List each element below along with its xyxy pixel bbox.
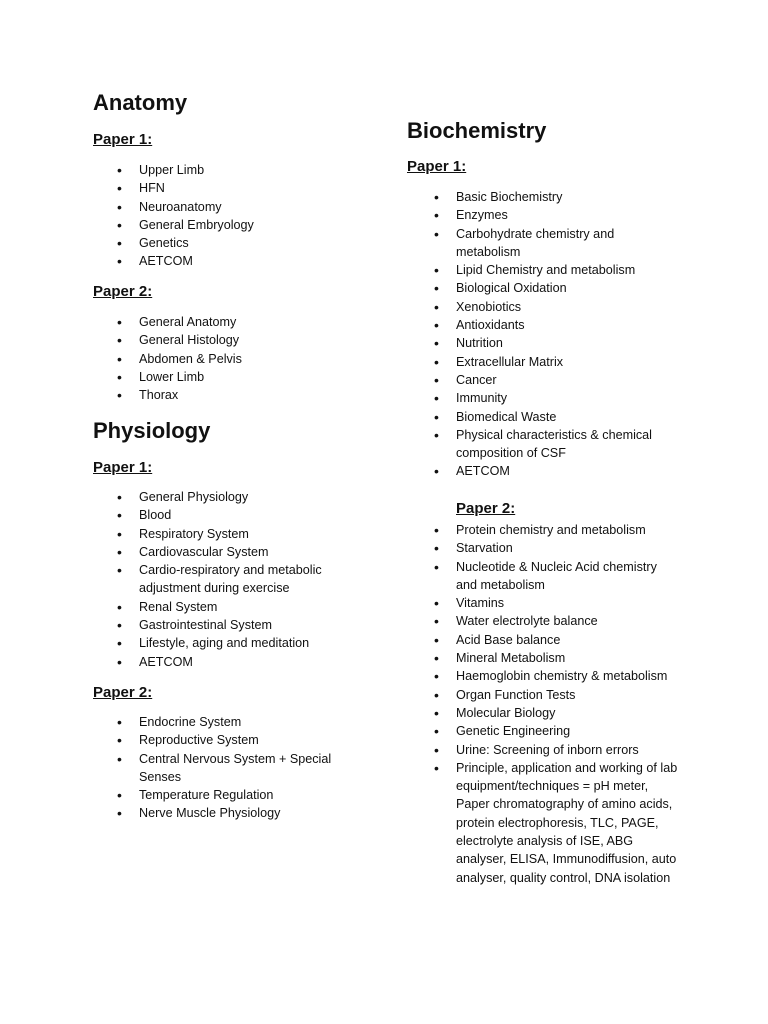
list-item: • Blood [139,506,359,524]
list-item: • Nutrition [456,334,678,352]
list-item: • AETCOM [139,252,359,270]
list-item: • General Histology [139,331,359,349]
list-item: • Lipid Chemistry and metabolism [456,261,678,279]
list-item: • Abdomen & Pelvis [139,350,359,368]
list-item: • Acid Base balance [456,631,678,649]
anatomy-title: Anatomy [93,90,188,115]
list-item: • HFN [139,179,359,197]
list-item: • Molecular Biology [456,704,678,722]
list-item: • Principle, application and working of lab equipment/techniques = pH meter, Paper chromatography of amino acids, protein electrophoresis, TLC, PAGE, electrolyte analysis of ISE, ABG analyser, ELISA, Immunodiffusion, auto analyser, quality control, DNA isolation [456,759,678,887]
list-item: • Respiratory System [139,525,359,543]
anatomy-paper1-label: Paper 1: [93,131,153,148]
list-item: • Reproductive System [139,731,359,749]
list-item: • Enzymes [456,206,678,224]
list-item: • Upper Limb [139,161,359,179]
list-item: • Antioxidants [456,316,678,334]
biochemistry-title: Biochemistry [407,118,547,143]
list-item: • Organ Function Tests [456,686,678,704]
anatomy-paper1-list [139,161,359,271]
list-item: • Haemoglobin chemistry & metabolism [456,667,678,685]
biochemistry-paper2-list [456,521,678,887]
list-item: • Vitamins [456,594,678,612]
list-item: • Water electrolyte balance [456,612,678,630]
list-item: • Extracellular Matrix [456,353,678,371]
list-item: • Starvation [456,539,678,557]
list-item: • Nerve Muscle Physiology [139,804,359,822]
list-item: • Cardiovascular System [139,543,359,561]
physiology-paper1-label: Paper 1: [93,459,153,476]
list-item: • Biological Oxidation [456,279,678,297]
anatomy-paper2-label: Paper 2: [93,283,153,300]
list-item: • Xenobiotics [456,298,678,316]
list-item: • Carbohydrate chemistry and metabolism [456,225,678,262]
list-item: • Neuroanatomy [139,198,359,216]
list-item: • Physical characteristics & chemical composition of CSF [456,426,678,463]
biochemistry-paper1-label: Paper 1: [407,158,467,175]
list-item: • Biomedical Waste [456,408,678,426]
list-item: • Protein chemistry and metabolism [456,521,678,539]
list-item: • Temperature Regulation [139,786,359,804]
list-item: • Cardio-respiratory and metabolic adjustment during exercise [139,561,359,598]
biochemistry-paper1-list [456,188,678,481]
list-item: • Genetics [139,234,359,252]
physiology-title: Physiology [93,418,211,443]
list-item: • Basic Biochemistry [456,188,678,206]
physiology-paper2-label: Paper 2: [93,684,153,701]
list-item: • Lower Limb [139,368,359,386]
anatomy-paper2-list [139,313,359,404]
list-item: • Nucleotide & Nucleic Acid chemistry and metabolism [456,558,678,595]
physiology-paper1-list [139,488,359,671]
list-item: • Endocrine System [139,713,359,731]
list-item: • Renal System [139,598,359,616]
list-item: • Genetic Engineering [456,722,678,740]
list-item: • Thorax [139,386,359,404]
list-item: • AETCOM [139,653,359,671]
list-item: • Central Nervous System + Special Senses [139,750,359,787]
biochemistry-paper2-label: Paper 2: [456,500,516,517]
physiology-paper2-list [139,713,359,823]
list-item: • Cancer [456,371,678,389]
list-item: • General Anatomy [139,313,359,331]
list-item: • Mineral Metabolism [456,649,678,667]
list-item: • General Embryology [139,216,359,234]
list-item: • Lifestyle, aging and meditation [139,634,359,652]
list-item: • Gastrointestinal System [139,616,359,634]
list-item: • AETCOM [456,462,678,480]
list-item: • Immunity [456,389,678,407]
list-item: • Urine: Screening of inborn errors [456,741,678,759]
list-item: • General Physiology [139,488,359,506]
